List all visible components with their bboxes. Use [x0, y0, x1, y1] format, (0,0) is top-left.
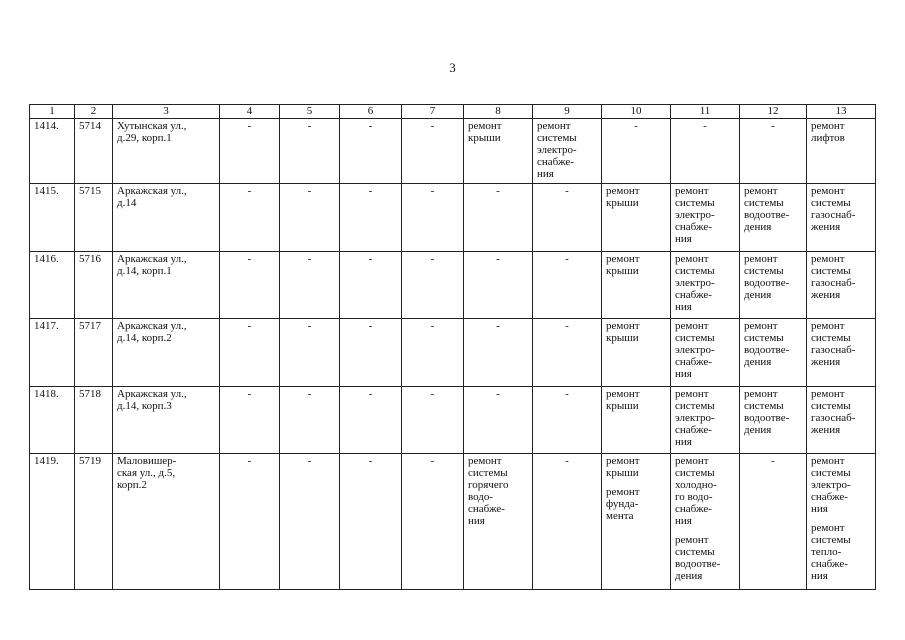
repair-work-cell — [807, 387, 876, 454]
repair-work-cell — [602, 454, 671, 590]
work-text-line: электро- — [537, 144, 577, 156]
object-id-cell: 5719 — [75, 454, 113, 590]
work-text-line: системы — [675, 467, 715, 479]
address-line: Аркажская ул., — [117, 253, 187, 265]
work-text-line: ремонт — [744, 185, 778, 197]
work-text-line: ремонт — [811, 522, 845, 534]
work-text-line: ремонт — [606, 320, 640, 332]
address-line: д.14, корп.2 — [117, 332, 172, 344]
address-cell — [113, 252, 220, 319]
work-text-line: электро- — [675, 209, 715, 221]
work-text-line: го водо- — [675, 491, 713, 503]
work-text-line: ремонт — [811, 320, 845, 332]
work-text-line: системы — [468, 467, 508, 479]
empty-dash-cell: - — [533, 454, 602, 590]
work-text-line: системы — [811, 534, 851, 546]
empty-dash-cell: - — [402, 387, 464, 454]
work-text-line: мента — [606, 510, 634, 522]
work-text-line: ремонт — [811, 253, 845, 265]
address-line: Хутынская ул., — [117, 120, 187, 132]
work-text-line: ремонт — [606, 388, 640, 400]
repair-work-cell — [671, 319, 740, 387]
work-text-line: лифтов — [811, 132, 845, 144]
empty-dash-cell: - — [220, 184, 280, 252]
work-text-line: системы — [675, 546, 715, 558]
address-line: ская ул., д.5, — [117, 467, 176, 479]
work-text-line: ремонт — [606, 455, 640, 467]
work-text-line: дения — [744, 221, 772, 233]
empty-dash-cell: - — [402, 119, 464, 184]
work-separator — [811, 515, 871, 522]
repair-work-cell — [602, 319, 671, 387]
repair-work-cell — [533, 119, 602, 184]
object-id-cell: 5714 — [75, 119, 113, 184]
work-text-line: системы — [811, 400, 851, 412]
work-text-line: дения — [744, 289, 772, 301]
empty-dash-cell: - — [340, 319, 402, 387]
work-text-line: ремонт — [811, 120, 845, 132]
work-text-line: жения — [811, 424, 841, 436]
column-header: 12 — [740, 105, 807, 119]
empty-dash-cell: - — [340, 387, 402, 454]
work-text-line: ремонт — [675, 455, 709, 467]
work-text-line: тепло- — [811, 546, 842, 558]
address-cell — [113, 184, 220, 252]
column-header: 3 — [113, 105, 220, 119]
work-text-line: снабже- — [675, 289, 712, 301]
work-text-line: электро- — [675, 412, 715, 424]
work-text-line: крыши — [606, 400, 639, 412]
work-text-line: ремонт — [744, 253, 778, 265]
address-line: Аркажская ул., — [117, 320, 187, 332]
work-text-line: водоотве- — [744, 344, 790, 356]
work-text-line: жения — [811, 221, 841, 233]
work-text-line: ремонт — [811, 185, 845, 197]
row-number-cell: 1418. — [30, 387, 75, 454]
work-text-line: ния — [537, 168, 554, 180]
work-separator — [606, 479, 666, 486]
work-text-line: ремонт — [744, 320, 778, 332]
table-row — [30, 454, 876, 590]
work-text-line: газоснаб- — [811, 277, 856, 289]
column-header: 4 — [220, 105, 280, 119]
work-text-line: ния — [468, 515, 485, 527]
work-text-line: системы — [537, 132, 577, 144]
repair-work-cell — [602, 184, 671, 252]
repair-work-cell — [671, 252, 740, 319]
work-text-line: ремонт — [606, 185, 640, 197]
address-line: корп.2 — [117, 479, 147, 491]
work-text-line: системы — [675, 332, 715, 344]
column-header: 7 — [402, 105, 464, 119]
table-header — [30, 105, 876, 119]
work-text-line: крыши — [606, 265, 639, 277]
empty-dash-cell: - — [220, 119, 280, 184]
work-text-line: системы — [675, 265, 715, 277]
work-text-line: горячего — [468, 479, 509, 491]
repair-work-cell — [740, 387, 807, 454]
work-text-line: ремонт — [675, 388, 709, 400]
repair-work-cell — [740, 184, 807, 252]
work-text-line: водо- — [468, 491, 494, 503]
work-text-line: ния — [675, 515, 692, 527]
empty-dash-cell: - — [602, 119, 671, 184]
empty-dash-cell: - — [340, 184, 402, 252]
work-text-line: электро- — [675, 277, 715, 289]
repair-work-cell — [671, 454, 740, 590]
repair-work-cell — [807, 252, 876, 319]
work-text-line: ния — [811, 570, 828, 582]
empty-dash-cell: - — [220, 319, 280, 387]
work-text-line: ремонт — [537, 120, 571, 132]
work-text-line: системы — [744, 400, 784, 412]
address-line: Маловишер- — [117, 455, 177, 467]
address-line: д.14 — [117, 197, 137, 209]
work-text-line: системы — [675, 197, 715, 209]
repair-work-cell — [602, 387, 671, 454]
work-text-line: крыши — [468, 132, 501, 144]
empty-dash-cell: - — [533, 387, 602, 454]
page-number: 3 — [449, 60, 456, 75]
work-text-line: снабже- — [537, 156, 574, 168]
empty-dash-cell: - — [533, 184, 602, 252]
work-text-line: водоотве- — [744, 277, 790, 289]
column-header: 13 — [807, 105, 876, 119]
column-header: 6 — [340, 105, 402, 119]
object-id-cell: 5717 — [75, 319, 113, 387]
work-text-line: ния — [675, 301, 692, 313]
repair-work-cell — [807, 119, 876, 184]
work-text-line: системы — [811, 467, 851, 479]
column-header: 8 — [464, 105, 533, 119]
repair-work-cell — [671, 184, 740, 252]
work-text-line: системы — [675, 400, 715, 412]
column-header: 10 — [602, 105, 671, 119]
table-body — [30, 119, 876, 590]
repair-work-cell — [671, 387, 740, 454]
work-text-line: газоснаб- — [811, 412, 856, 424]
row-number-cell: 1417. — [30, 319, 75, 387]
work-text-line: крыши — [606, 197, 639, 209]
work-text-line: снабже- — [675, 424, 712, 436]
address-line: Аркажская ул., — [117, 388, 187, 400]
work-text-line: жения — [811, 356, 841, 368]
empty-dash-cell: - — [340, 454, 402, 590]
work-text-line: системы — [744, 265, 784, 277]
address-line: д.14, корп.1 — [117, 265, 172, 277]
work-text-line: системы — [811, 265, 851, 277]
empty-dash-cell: - — [280, 319, 340, 387]
repair-work-cell — [740, 252, 807, 319]
work-text-line: ремонт — [675, 534, 709, 546]
empty-dash-cell: - — [280, 454, 340, 590]
object-id-cell: 5718 — [75, 387, 113, 454]
empty-dash-cell: - — [280, 119, 340, 184]
work-text-line: снабже- — [811, 558, 848, 570]
work-text-line: ремонт — [811, 455, 845, 467]
work-text-line: системы — [744, 332, 784, 344]
empty-dash-cell: - — [533, 252, 602, 319]
repair-work-cell — [464, 454, 533, 590]
empty-dash-cell: - — [280, 252, 340, 319]
work-text-line: водоотве- — [675, 558, 721, 570]
work-text-line: дения — [744, 424, 772, 436]
table-row — [30, 387, 876, 454]
work-text-line: ремонт — [675, 185, 709, 197]
empty-dash-cell: - — [402, 319, 464, 387]
work-text-line: системы — [744, 197, 784, 209]
object-id-cell: 5716 — [75, 252, 113, 319]
header-row — [30, 105, 876, 119]
repair-work-cell — [807, 319, 876, 387]
address-line: Аркажская ул., — [117, 185, 187, 197]
repair-schedule-table — [29, 104, 876, 590]
empty-dash-cell: - — [464, 319, 533, 387]
row-number-cell: 1415. — [30, 184, 75, 252]
empty-dash-cell: - — [280, 387, 340, 454]
work-text-line: снабже- — [811, 491, 848, 503]
address-cell — [113, 319, 220, 387]
repair-work-cell — [807, 184, 876, 252]
empty-dash-cell: - — [402, 454, 464, 590]
work-text-line: ния — [675, 368, 692, 380]
work-text-line: водоотве- — [744, 412, 790, 424]
address-line: д.14, корп.3 — [117, 400, 172, 412]
column-header: 11 — [671, 105, 740, 119]
work-text-line: системы — [811, 197, 851, 209]
empty-dash-cell: - — [340, 119, 402, 184]
address-cell — [113, 387, 220, 454]
work-text-line: ремонт — [811, 388, 845, 400]
empty-dash-cell: - — [402, 252, 464, 319]
column-header: 5 — [280, 105, 340, 119]
table-row — [30, 184, 876, 252]
work-text-line: снабже- — [675, 503, 712, 515]
work-text-line: водоотве- — [744, 209, 790, 221]
work-text-line: газоснаб- — [811, 209, 856, 221]
work-text-line: фунда- — [606, 498, 639, 510]
work-text-line: холодно- — [675, 479, 717, 491]
work-text-line: ния — [675, 233, 692, 245]
work-text-line: жения — [811, 289, 841, 301]
address-line: д.29, корп.1 — [117, 132, 172, 144]
work-text-line: ния — [811, 503, 828, 515]
repair-work-cell — [740, 319, 807, 387]
repair-work-cell — [602, 252, 671, 319]
empty-dash-cell: - — [464, 387, 533, 454]
empty-dash-cell: - — [280, 184, 340, 252]
empty-dash-cell: - — [220, 387, 280, 454]
work-text-line: ремонт — [675, 320, 709, 332]
row-number-cell: 1419. — [30, 454, 75, 590]
work-text-line: крыши — [606, 467, 639, 479]
empty-dash-cell: - — [533, 319, 602, 387]
column-header: 1 — [30, 105, 75, 119]
work-text-line: крыши — [606, 332, 639, 344]
column-header: 9 — [533, 105, 602, 119]
address-cell — [113, 454, 220, 590]
table-row — [30, 252, 876, 319]
work-text-line: ремонт — [744, 388, 778, 400]
row-number-cell: 1414. — [30, 119, 75, 184]
work-text-line: системы — [811, 332, 851, 344]
table-row — [30, 119, 876, 184]
work-text-line: ния — [675, 436, 692, 448]
empty-dash-cell: - — [740, 454, 807, 590]
empty-dash-cell: - — [671, 119, 740, 184]
work-text-line: ремонт — [675, 253, 709, 265]
empty-dash-cell: - — [220, 454, 280, 590]
work-text-line: снабже- — [468, 503, 505, 515]
work-text-line: дения — [744, 356, 772, 368]
empty-dash-cell: - — [464, 184, 533, 252]
repair-work-cell — [807, 454, 876, 590]
work-separator — [675, 527, 735, 534]
work-text-line: ремонт — [606, 486, 640, 498]
empty-dash-cell: - — [740, 119, 807, 184]
work-text-line: снабже- — [675, 221, 712, 233]
row-number-cell: 1416. — [30, 252, 75, 319]
repair-work-cell — [464, 119, 533, 184]
work-text-line: дения — [675, 570, 703, 582]
empty-dash-cell: - — [340, 252, 402, 319]
work-text-line: газоснаб- — [811, 344, 856, 356]
work-text-line: электро- — [675, 344, 715, 356]
work-text-line: снабже- — [675, 356, 712, 368]
work-text-line: электро- — [811, 479, 851, 491]
column-header: 2 — [75, 105, 113, 119]
empty-dash-cell: - — [220, 252, 280, 319]
work-text-line: ремонт — [468, 120, 502, 132]
table-row — [30, 319, 876, 387]
work-text-line: ремонт — [468, 455, 502, 467]
address-cell — [113, 119, 220, 184]
object-id-cell: 5715 — [75, 184, 113, 252]
empty-dash-cell: - — [464, 252, 533, 319]
empty-dash-cell: - — [402, 184, 464, 252]
work-text-line: ремонт — [606, 253, 640, 265]
